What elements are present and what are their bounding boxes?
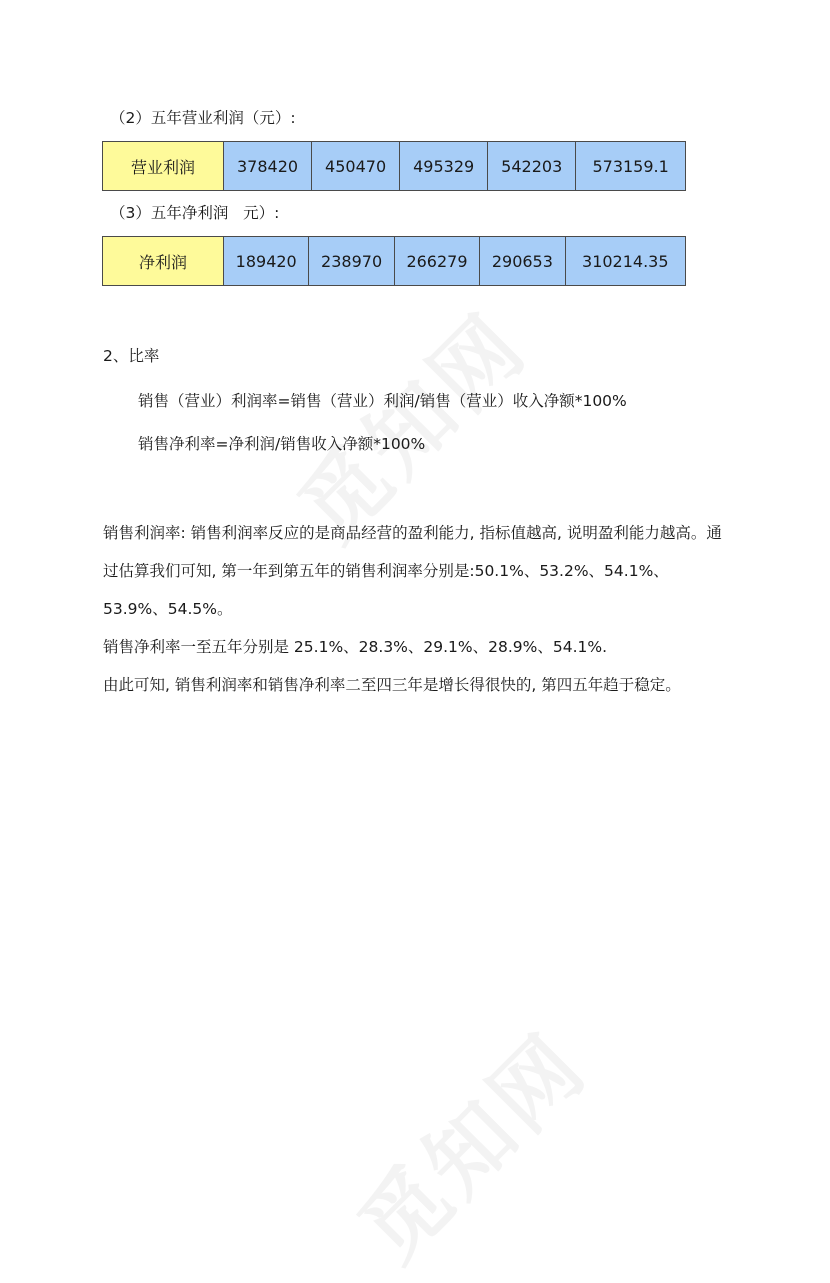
ratio-heading: 2、比率 [103, 347, 160, 365]
table-cell: 495329 [400, 142, 488, 191]
table-cell: 238970 [309, 237, 394, 286]
table-cell: 189420 [224, 237, 309, 286]
table-row [103, 237, 686, 286]
paragraph: 由此可知, 销售利润率和销售净利率二至四三年是增长得很快的, 第四五年趋于稳定。 [103, 676, 681, 694]
table-cell: 573159.1 [576, 142, 686, 191]
table-row [103, 142, 686, 191]
table-cell: 542203 [488, 142, 576, 191]
watermark [327, 1001, 610, 1283]
operating-profit-caption: （2）五年营业利润（元）: [110, 109, 296, 127]
table-cell: 290653 [480, 237, 565, 286]
net-profit-table [102, 236, 686, 286]
paragraph: 销售净利率一至五年分别是 25.1%、28.3%、29.1%、28.9%、54.1%. [103, 638, 608, 656]
analysis-paragraphs [103, 514, 730, 704]
table-cell: 450470 [312, 142, 400, 191]
paragraph: 销售利润率: 销售利润率反应的是商品经营的盈利能力, 指标值越高, 说明盈利能力越高。通过估算我们可知, 第一年到第五年的销售利润率分别是:50.1%、53.2%、54.1%、53.9%、54.5%。 [103, 524, 722, 618]
operating-profit-table [102, 141, 686, 191]
operating-margin-formula: 销售（营业）利润率=销售（营业）利润/销售（营业）收入净额*100% [138, 392, 627, 410]
table-cell: 266279 [394, 237, 479, 286]
net-margin-formula: 销售净利率=净利润/销售收入净额*100% [138, 435, 426, 453]
table-header-cell: 营业利润 [103, 142, 224, 191]
table-header-cell: 净利润 [103, 237, 224, 286]
net-profit-caption: （3）五年净利润 元）: [110, 204, 280, 222]
table-cell: 310214.35 [565, 237, 685, 286]
table-cell: 378420 [224, 142, 312, 191]
